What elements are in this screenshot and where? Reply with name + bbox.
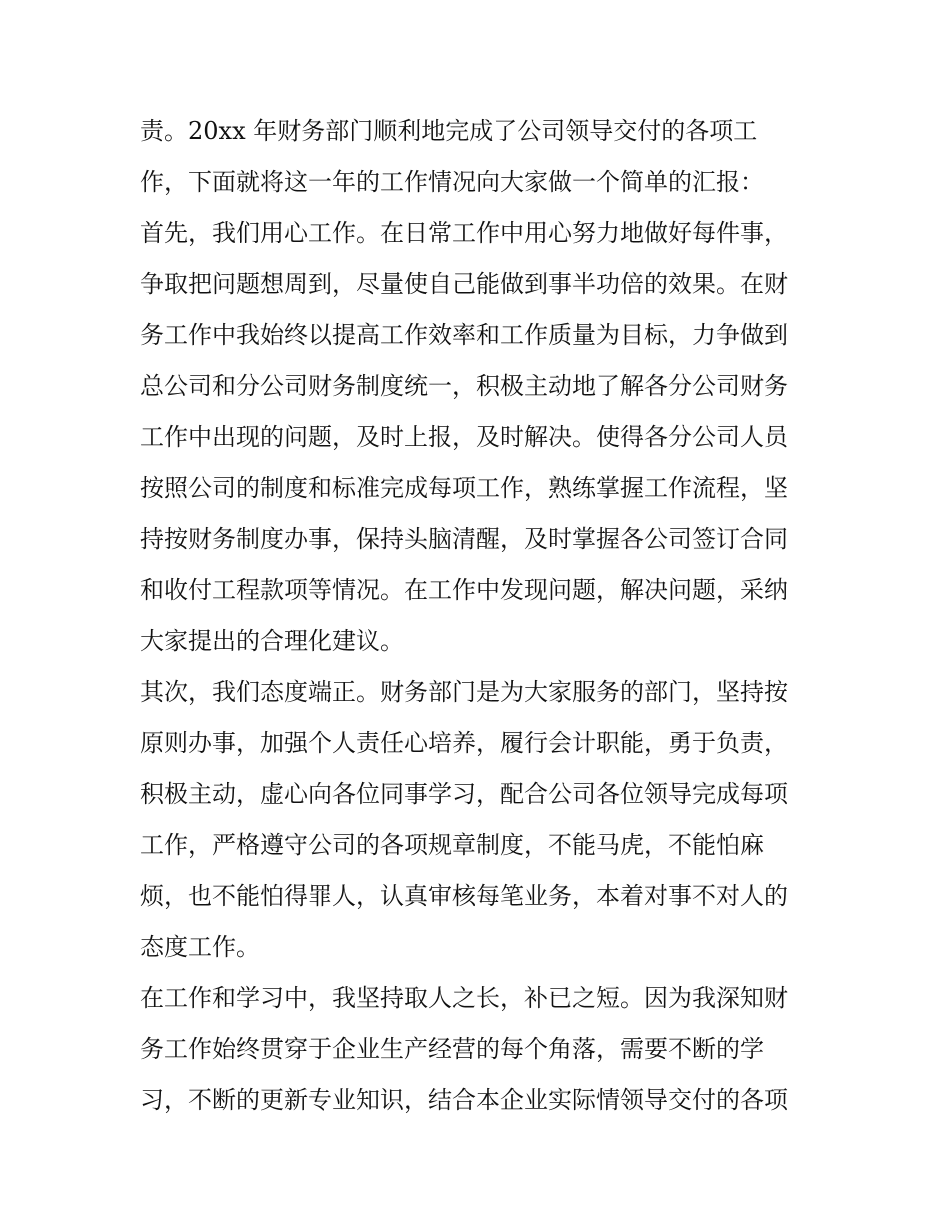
text-line: 作，下面就将这一年的工作情况向大家做一个简单的汇报： bbox=[140, 168, 764, 196]
document-body bbox=[140, 106, 820, 1126]
text-line: 其次，我们态度端正。财务部门是为大家服务的部门，坚持按 bbox=[140, 678, 788, 706]
text-line: 总公司和分公司财务制度统一，积极主动地了解各分公司财务 bbox=[140, 372, 788, 400]
text-line: 工作中出现的问题，及时上报，及时解决。使得各分公司人员 bbox=[140, 423, 788, 451]
text-line: 原则办事，加强个人责任心培养，履行会计职能，勇于负责， bbox=[140, 729, 788, 757]
text-line: 烦，也不能怕得罪人，认真审核每笔业务，本着对事不对人的 bbox=[140, 882, 788, 910]
text-line: 首先，我们用心工作。在日常工作中用心努力地做好每件事， bbox=[140, 219, 788, 247]
text-line: 工作，严格遵守公司的各项规章制度，不能马虎，不能怕麻 bbox=[140, 831, 764, 859]
text-line: 争取把问题想周到，尽量使自己能做到事半功倍的效果。在财 bbox=[140, 270, 788, 298]
text-line: 务工作始终贯穿于企业生产经营的每个角落，需要不断的学 bbox=[140, 1035, 764, 1063]
text-line: 大家提出的合理化建议。 bbox=[140, 627, 404, 655]
text-line: 责。20xx 年财务部门顺利地完成了公司领导交付的各项工 bbox=[140, 117, 758, 145]
text-line: 态度工作。 bbox=[140, 933, 260, 961]
text-line: 在工作和学习中，我坚持取人之长，补已之短。因为我深知财 bbox=[140, 984, 788, 1012]
text-line: 和收付工程款项等情况。在工作中发现问题，解决问题，采纳 bbox=[140, 576, 788, 604]
text-line: 持按财务制度办事，保持头脑清醒，及时掌握各公司签订合同 bbox=[140, 525, 788, 553]
text-line: 习，不断的更新专业知识，结合本企业实际情领导交付的各项 bbox=[140, 1086, 788, 1114]
text-line: 按照公司的制度和标准完成每项工作，熟练掌握工作流程，坚 bbox=[140, 474, 788, 502]
text-line: 务工作中我始终以提高工作效率和工作质量为目标，力争做到 bbox=[140, 321, 788, 349]
text-line: 积极主动，虚心向各位同事学习，配合公司各位领导完成每项 bbox=[140, 780, 788, 808]
